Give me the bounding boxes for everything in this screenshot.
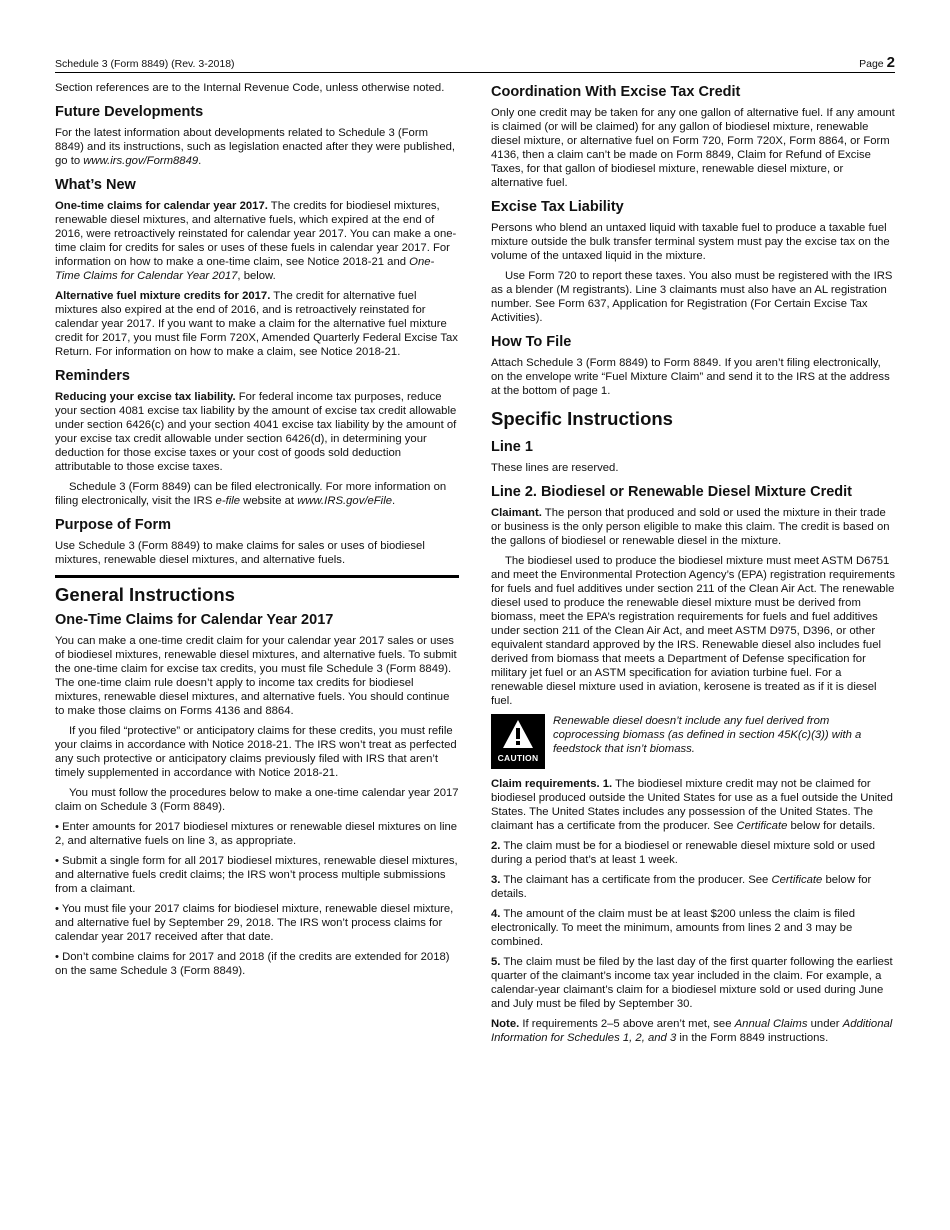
certificate-ref: Certificate: [771, 874, 823, 886]
whats-new-p2: [55, 289, 459, 359]
how-to-file-text: Attach Schedule 3 (Form 8849) to Form 8849. If you aren’t filing electronically, on the envelope write “Fuel Mixture Claim” and send it to the IRS at the address at the bottom of page 1.: [491, 357, 890, 397]
whats-new-p2-lead: Alternative fuel mixture credits for 2017.: [55, 290, 271, 302]
whats-new-heading: What’s New: [55, 177, 136, 193]
page-header: [55, 54, 895, 73]
section-divider: [55, 575, 459, 578]
caution-icon: [491, 714, 545, 769]
whats-new-p1-ref: One-Time Claims for Calendar Year 2017: [55, 256, 435, 282]
bullet-item: • You must file your 2017 claims for biodiesel mixture, renewable diesel mixture, and alternative fuel by September 29, 2018. The IRS won’t process claims for calendar year 2017 received after that date.: [55, 903, 454, 943]
excise-p1: Persons who blend an untaxed liquid with taxable fuel to produce a taxable fuel mixture outside the bulk transfer terminal system must pay the excise tax on the volume of the untaxed liquid in the mixture.: [491, 222, 890, 262]
req-num: 2.: [491, 840, 501, 852]
how-to-file-heading: How To File: [491, 334, 572, 350]
note-lead: Note.: [491, 1018, 520, 1030]
general-instructions-heading: General Instructions: [55, 584, 235, 605]
reminders-heading: Reminders: [55, 368, 130, 384]
future-developments-text: [55, 126, 459, 168]
claim-req-3: [491, 873, 895, 901]
efile-term: e-file: [215, 495, 241, 507]
general-p3: You must follow the procedures below to make a one-time calendar year 2017 claim on Schedule 3 (Form 8849).: [55, 787, 459, 813]
reminders-p1-lead: Reducing your excise tax liability.: [55, 391, 236, 403]
annual-claims-ref: Annual Claims: [734, 1018, 808, 1030]
reminders-p2: [55, 480, 459, 508]
claim-req-3-b: below for details.: [491, 874, 872, 900]
req-num: 3.: [491, 874, 501, 886]
whats-new-p1: [55, 199, 459, 283]
claim-req-5-text: The claim must be filed by the last day of the first quarter following the earliest quarter of the claimant’s income tax year included in the claim. For example, a calendar-year claimant’s claim for a biodiesel mixture sold or used during June and July must be filed by September 30.: [491, 956, 893, 1010]
intro-text: Section references are to the Internal Revenue Code, unless otherwise noted.: [55, 82, 445, 94]
caution-note: [491, 714, 895, 769]
whats-new-p1-b: , below.: [237, 270, 276, 282]
coordination-text: Only one credit may be taken for any one gallon of alternative fuel. If any amount is claimed (or will be claimed) for any gallon of biodiesel mixture, renewable diesel mixture, or alternative fuel on Form 720, Form 720X, Form 8864, or Form 4136, then a claim can’t be made on Form 8849, Claim for Refund of Excise Taxes, for that gallon of biodiesel mixture, renewable diesel mixture, or alternative fuel.: [491, 107, 895, 189]
coordination-heading: Coordination With Excise Tax Credit: [491, 84, 741, 100]
note-text: [491, 1017, 895, 1045]
claimant-text: [491, 506, 895, 548]
purpose-text: Use Schedule 3 (Form 8849) to make claims for sales or uses of biodiesel mixtures, renewable diesel mixtures, and alternative fuels.: [55, 540, 425, 566]
excise-tax-heading: Excise Tax Liability: [491, 199, 624, 215]
claim-req-1-a: The biodiesel mixture credit may not be claimed for biodiesel produced outside the United States for use as a fuel outside the United States. The United States includes any possession of the United States. The claimant has a certificate from the producer. See: [491, 778, 893, 832]
whats-new-p1-a: The credits for biodiesel mixtures, renewable diesel mixtures, and alternative fuels, which expired at the end of 2016, were retroactively reinstated for calendar year 2017. You can make a one-time claim for credits for sales or uses of these fuels in calendar year 2017. For information on how to make a one-time claim, see Notice 2018-21 and: [55, 200, 457, 268]
bullet-item: • Submit a single form for all 2017 biodiesel mixtures, renewable diesel mixtures, and alternative fuels credit claims; the IRS won’t process multiple submissions from a claimant.: [55, 855, 458, 895]
general-p1: You can make a one-time credit claim for your calendar year 2017 sales or uses of biodiesel mixtures, renewable diesel mixtures, and alternative fuels. To submit the one-time claim for excise tax credits, you must file Schedule 3 (Form 8849). The one-time claim rule doesn’t apply to income tax credits for biodiesel mixtures, renewable diesel mixtures, and alternative fuels. You should continue to make those claims on Forms 4136 and 8864.: [55, 635, 457, 717]
certificate-ref: Certificate: [736, 820, 788, 832]
additional-info-ref: Additional Information for Schedules 1, 2, and 3: [491, 1018, 893, 1044]
reminders-p2-c: .: [392, 495, 396, 507]
reminders-p2-a: Schedule 3 (Form 8849) can be filed electronically. For more information on filing electronically, visit the IRS: [55, 481, 447, 507]
efile-link[interactable]: www.IRS.gov/eFile: [297, 495, 392, 507]
warning-triangle-icon: [502, 719, 534, 749]
general-p2: If you filed “protective” or anticipatory claims for these credits, you must refile your claims in accordance with Notice 2018-21. The IRS won’t treat as perfected any such protective or anticipatory claims previously filed with IRS that aren’t timely supplemented in accordance with Notice 2018-21.: [55, 725, 457, 779]
excise-p2: Use Form 720 to report these taxes. You also must be registered with the IRS as a blender (M registrants). Line 3 claimants must also have an AL registration number. See Form 637, Application for Registration (For Certain Excise Tax Activities).: [491, 270, 893, 324]
page-label: Page: [859, 58, 884, 70]
future-dev-text-b: .: [198, 155, 202, 167]
one-time-claims-heading: One-Time Claims for Calendar Year 2017: [55, 612, 334, 628]
left-column: [55, 81, 459, 984]
form8849-link[interactable]: www.irs.gov/Form8849: [83, 155, 199, 167]
req-num: 5.: [491, 956, 501, 968]
note-c: in the Form 8849 instructions.: [676, 1032, 829, 1044]
biodiesel-text: The biodiesel used to produce the biodiesel mixture must meet ASTM D6751 and meet the Environmental Protection Agency’s (EPA) registration requirements for fuels and fuel additives under section 211 of the Clean Air Act. The renewable diesel used to produce the renewable diesel mixture must be derived from biomass, meet the EPA’s registration requirements for fuels and fuel additives under section 211 of the Clean Air Act, and meet ASTM D975, D396, or other equivalent standard approved by the IRS. Renewable diesel also includes fuel derived from biomass that meets a Department of Defense specification for military jet fuel or an ASTM specification for aviation turbine fuel. For a renewable diesel mixture used in aviation, kerosene is treated as if it is diesel fuel.: [491, 555, 895, 707]
purpose-heading: Purpose of Form: [55, 517, 172, 533]
whats-new-p1-lead: One-time claims for calendar year 2017.: [55, 200, 268, 212]
whats-new-p2-text: The credit for alternative fuel mixtures also expired at the end of 2016, and is retroactively reinstated for calendar year 2017. If you want to make a claim for the alternative fuel mixture credit for 2017, you must file Form 720X, Amended Quarterly Federal Excise Tax Return. For information on how to make a claim, see Notice 2018-21.: [55, 290, 458, 358]
reminders-p2-b: website at: [240, 495, 298, 507]
claim-req-2: [491, 839, 895, 867]
claim-req-1-b: below for details.: [787, 820, 876, 832]
claim-req-3-a: The claimant has a certificate from the producer. See: [500, 874, 772, 886]
claimant-lead: Claimant.: [491, 507, 542, 519]
note-a: If requirements 2–5 above aren’t met, see: [519, 1018, 735, 1030]
claim-req-4: [491, 907, 895, 949]
line1-heading: Line 1: [491, 439, 533, 455]
claim-req-1: [491, 777, 895, 833]
claimant-body: The person that produced and sold or used the mixture in their trade or business is the only person eligible to make this claim. The credit is based on the gallons of biodiesel or renewable diesel in the mixture.: [491, 507, 890, 547]
bullet-item: • Enter amounts for 2017 biodiesel mixtures or renewable diesel mixtures on line 2, and alternative fuels on line 3, as appropriate.: [55, 821, 458, 847]
claim-req-5: [491, 955, 895, 1011]
form-id: Schedule 3 (Form 8849) (Rev. 3-2018): [55, 58, 235, 70]
page-indicator: [859, 54, 895, 71]
right-column: [491, 81, 895, 1051]
future-dev-text-a: For the latest information about developments related to Schedule 3 (Form 8849) and its instructions, such as legislation enacted after they were published, go to: [55, 127, 456, 167]
future-developments-heading: Future Developments: [55, 104, 204, 120]
line1-text: These lines are reserved.: [491, 462, 619, 474]
note-b: under: [807, 1018, 843, 1030]
bullet-item: • Don’t combine claims for 2017 and 2018 (if the credits are extended for 2018) on the same Schedule 3 (Form 8849).: [55, 951, 450, 977]
document-page: [55, 54, 895, 1214]
reminders-p1: [55, 390, 459, 474]
page-number: 2: [886, 54, 895, 71]
caution-text: Renewable diesel doesn’t include any fuel derived from coprocessing biomass (as defined in section 45K(c)(3)) with a feedstock that isn’t biomass.: [553, 715, 862, 755]
line2-heading: Line 2. Biodiesel or Renewable Diesel Mixture Credit: [491, 484, 852, 500]
specific-instructions-heading: Specific Instructions: [491, 408, 673, 429]
claim-req-2-text: The claim must be for a biodiesel or renewable diesel mixture sold or used during a period that’s at least 1 week.: [491, 840, 876, 866]
claim-req-lead: Claim requirements. 1.: [491, 778, 613, 790]
req-num: 4.: [491, 908, 501, 920]
caution-label: CAUTION: [497, 753, 539, 763]
reminders-p1-text: For federal income tax purposes, reduce your section 4081 excise tax liability by the amount of excise tax credit allowable under section 6426(c) and your section 4041 excise tax liability by the amount of your excise tax credit allowable under section 6426(d), in determining your deduction for those excise taxes or your cost of goods sold deduction attributable to those excise taxes.: [55, 391, 457, 473]
claim-req-4-text: The amount of the claim must be at least $200 unless the claim is filed electronically. To meet the minimum, amounts from lines 2 and 3 may be combined.: [491, 908, 855, 948]
